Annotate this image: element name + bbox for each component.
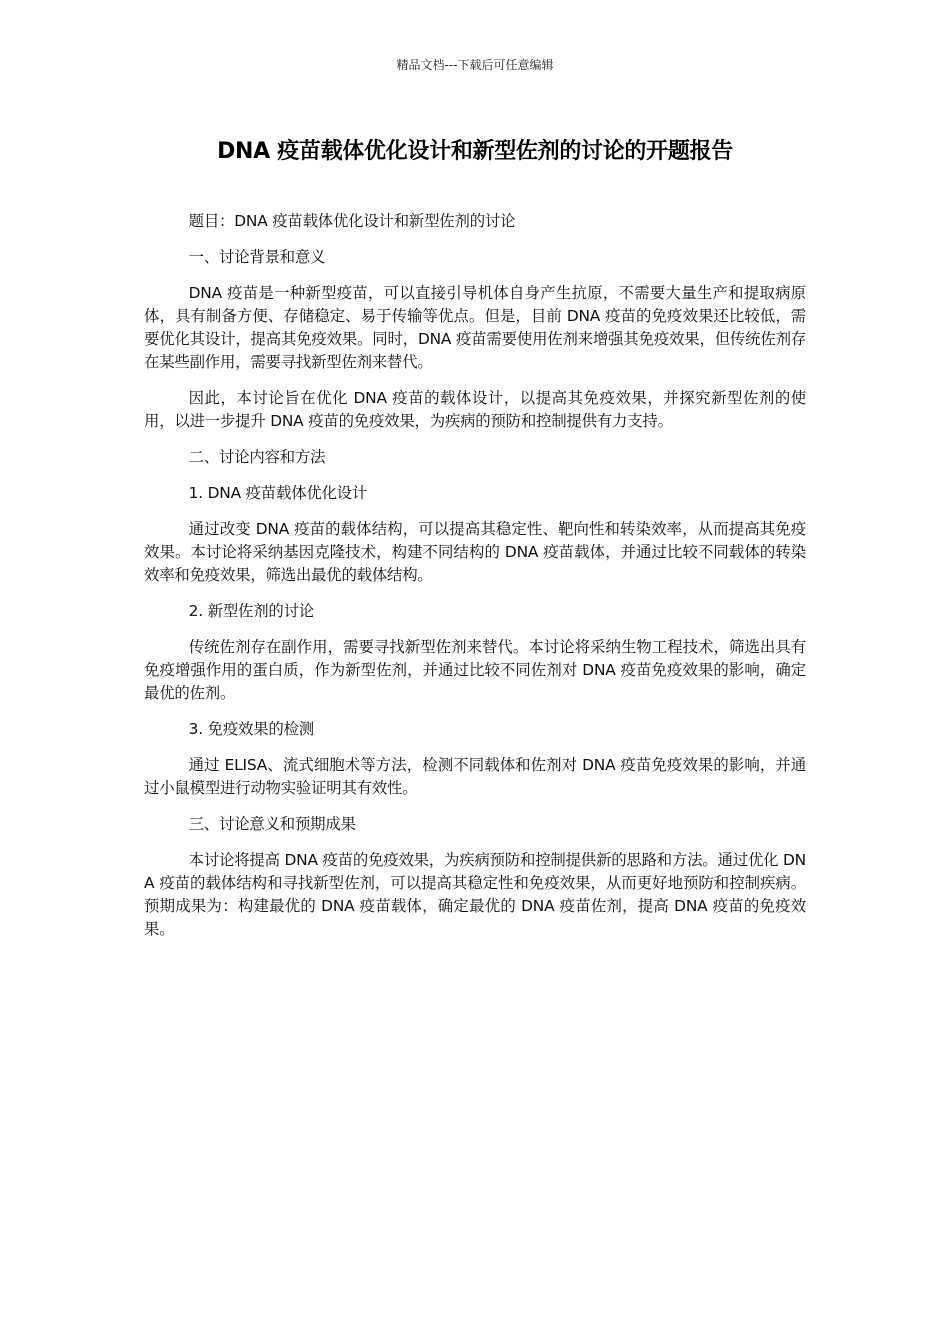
paragraph-vector-design: 通过改变 DNA 疫苗的载体结构，可以提高其稳定性、靶向性和转染效率，从而提高其免疫效果。本讨论将采纳基因克隆技术，构建不同结构的 DNA 疫苗载体，并通过比较不同载体的转染效率和免疫效果，筛选出最优的载体结构。 (144, 520, 806, 584)
page-header: 精品文档---下载后可任意编辑 (396, 58, 554, 72)
paragraph-immune-detection: 通过 ELISA、流式细胞术等方法，检测不同载体和佐剂对 DNA 疫苗免疫效果的影响，并通过小鼠模型进行动物实验证明其有效性。 (144, 756, 806, 797)
subheading-immune-detection: 3. 免疫效果的检测 (188, 720, 314, 738)
section-heading-background: 一、讨论背景和意义 (188, 248, 326, 266)
subheading-vector-design: 1. DNA 疫苗载体优化设计 (188, 484, 368, 502)
paragraph-significance: 本讨论将提高 DNA 疫苗的免疫效果，为疾病预防和控制提供新的思路和方法。通过优化 DNA 疫苗的载体结构和寻找新型佐剂，可以提高其稳定性和免疫效果，从而更好地预防和控制疾病。预期成果为：构建最优的 DNA 疫苗载体，确定最优的 DNA 疫苗佐剂，提高 DNA 疫苗的免疫效果。 (144, 851, 806, 938)
topic-line: 题目：DNA 疫苗载体优化设计和新型佐剂的讨论 (188, 212, 516, 230)
section-heading-content-methods: 二、讨论内容和方法 (188, 448, 326, 466)
paragraph-background-1: DNA 疫苗是一种新型疫苗，可以直接引导机体自身产生抗原，不需要大量生产和提取病原体，具有制备方便、存储稳定、易于传输等优点。但是，目前 DNA 疫苗的免疫效果还比较低，需要优化其设计，提高其免疫效果。同时，DNA 疫苗需要使用佐剂来增强其免疫效果，但传统佐剂存在某些副作用，需要寻找新型佐剂来替代。 (144, 284, 806, 371)
subheading-new-adjuvant: 2. 新型佐剂的讨论 (188, 602, 314, 620)
paragraph-background-2: 因此，本讨论旨在优化 DNA 疫苗的载体设计，以提高其免疫效果，并探究新型佐剂的使用，以进一步提升 DNA 疫苗的免疫效果，为疾病的预防和控制提供有力支持。 (144, 389, 806, 430)
document-title: DNA 疫苗载体优化设计和新型佐剂的讨论的开题报告 (217, 139, 733, 164)
document-body (144, 210, 806, 954)
paragraph-new-adjuvant: 传统佐剂存在副作用，需要寻找新型佐剂来替代。本讨论将采纳生物工程技术，筛选出具有免疫增强作用的蛋白质，作为新型佐剂，并通过比较不同佐剂对 DNA 疫苗免疫效果的影响，确定最优的佐剂。 (144, 638, 806, 702)
section-heading-significance: 三、讨论意义和预期成果 (188, 815, 356, 833)
